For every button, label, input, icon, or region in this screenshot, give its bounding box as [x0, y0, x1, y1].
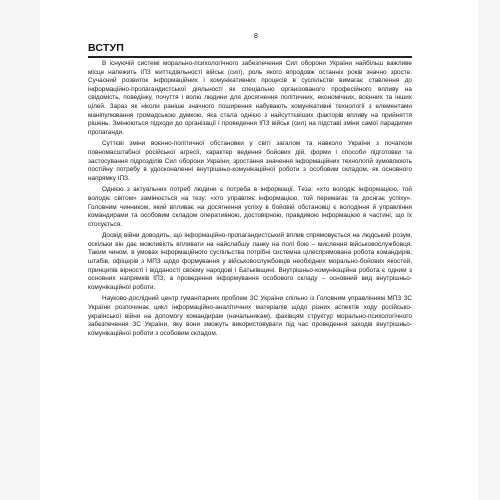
section-title: ВСТУП — [88, 42, 124, 54]
paragraph-5: Науково-дослідний центр гуманітарних проблем ЗС України спільно із Головним управлінням МПЗ ЗС України розпочинає цикл інформаційно-аналітичних матеріалів щодо різних аспектів ходу російсько-української війни на допомогу командирам (начальникам), фахівцям структур морально-психологічного забезпечення ЗС України, яку вони зможуть використовувати під час проведення заходів внутрішньо-комунікаційної роботи з особовим складом. — [88, 295, 412, 337]
title-underline — [88, 56, 412, 58]
paragraph-1: В існуючій системі морально-психологічного забезпечення Сил оборони України найбільш важливе місце належить ІПЗ життєдіяльності військ (сил), роль якого впродовж останніх років значно зросте. Сучасний розвиток інформаційних і комунікативних процесів в суспільстві вимагає ставлення до інформаційно-пропагандистської діяльності як спеціально організованого професійного впливу на свідомість, поведінку, почуття і волю людини для досягнення політичних, економічних, воєнних та інших цілей. Зараз як ніколи раніше значного поширення набувають комунікативні технології з елементами маніпулювання громадською думкою, яка стала однією з найсуттєвіших факторів впливу на прийняття рішень. Змінюються підходи до організації і проведення ІПЗ військ (сил) на підставі зміни самої парадигми пропаганди. — [88, 60, 412, 136]
paragraph-2: Суттєві зміни воєнно-політичної обстановки у світі загалом та навколо України з початком повномасштабної російської агресії, характер ведення бойових дій, форми і способи підготовки та застосування підрозділів Сил оборони України, зростання значення інформаційних технологій зумовлюють постійну потребу в удосконаленні внутрішньо-комунікаційної роботи з особовим складом, як основного напрямку ІПЗ. — [88, 140, 412, 182]
page-number: 8 — [254, 33, 258, 40]
paragraph-3: Однією з актуальних потреб людини є потреба в інформації. Теза: «хто володіє інформацією, той володіє світом» замінюється на тезу: «хто управляє інформацією, той перемагає та досягає успіху». Головним чинником, який впливає на досягнення успіху в бойовій обстановці є володіння й управління командирами та особовим складом оперативною, достовірною, правдивою інформацією в частині, що їх стосується. — [88, 186, 412, 228]
body-text — [88, 60, 412, 341]
paragraph-4: Досвід війни доводить, що інформаційно-пропагандистський вплив спрямовується на людський розум, оскільки він дає можливість впливати на найслабшу ланку на полі бою – мислення військовослужбовця. Таким чином, в умовах інформаційного суспільства потрібні системна цілеспрямована робота командирів, штабів, офіцерів з МПЗ щодо формування у військовослужбовців необхідних морально-бойових якостей, принципів вірності і відданості своєму народові і Батьківщині. Внутрішньо-комунікаційна робота є одним з основних напрямків ІПЗ, а проведення інформування особового складу – основний вид внутрішньо-комунікаційної роботи. — [88, 232, 412, 291]
